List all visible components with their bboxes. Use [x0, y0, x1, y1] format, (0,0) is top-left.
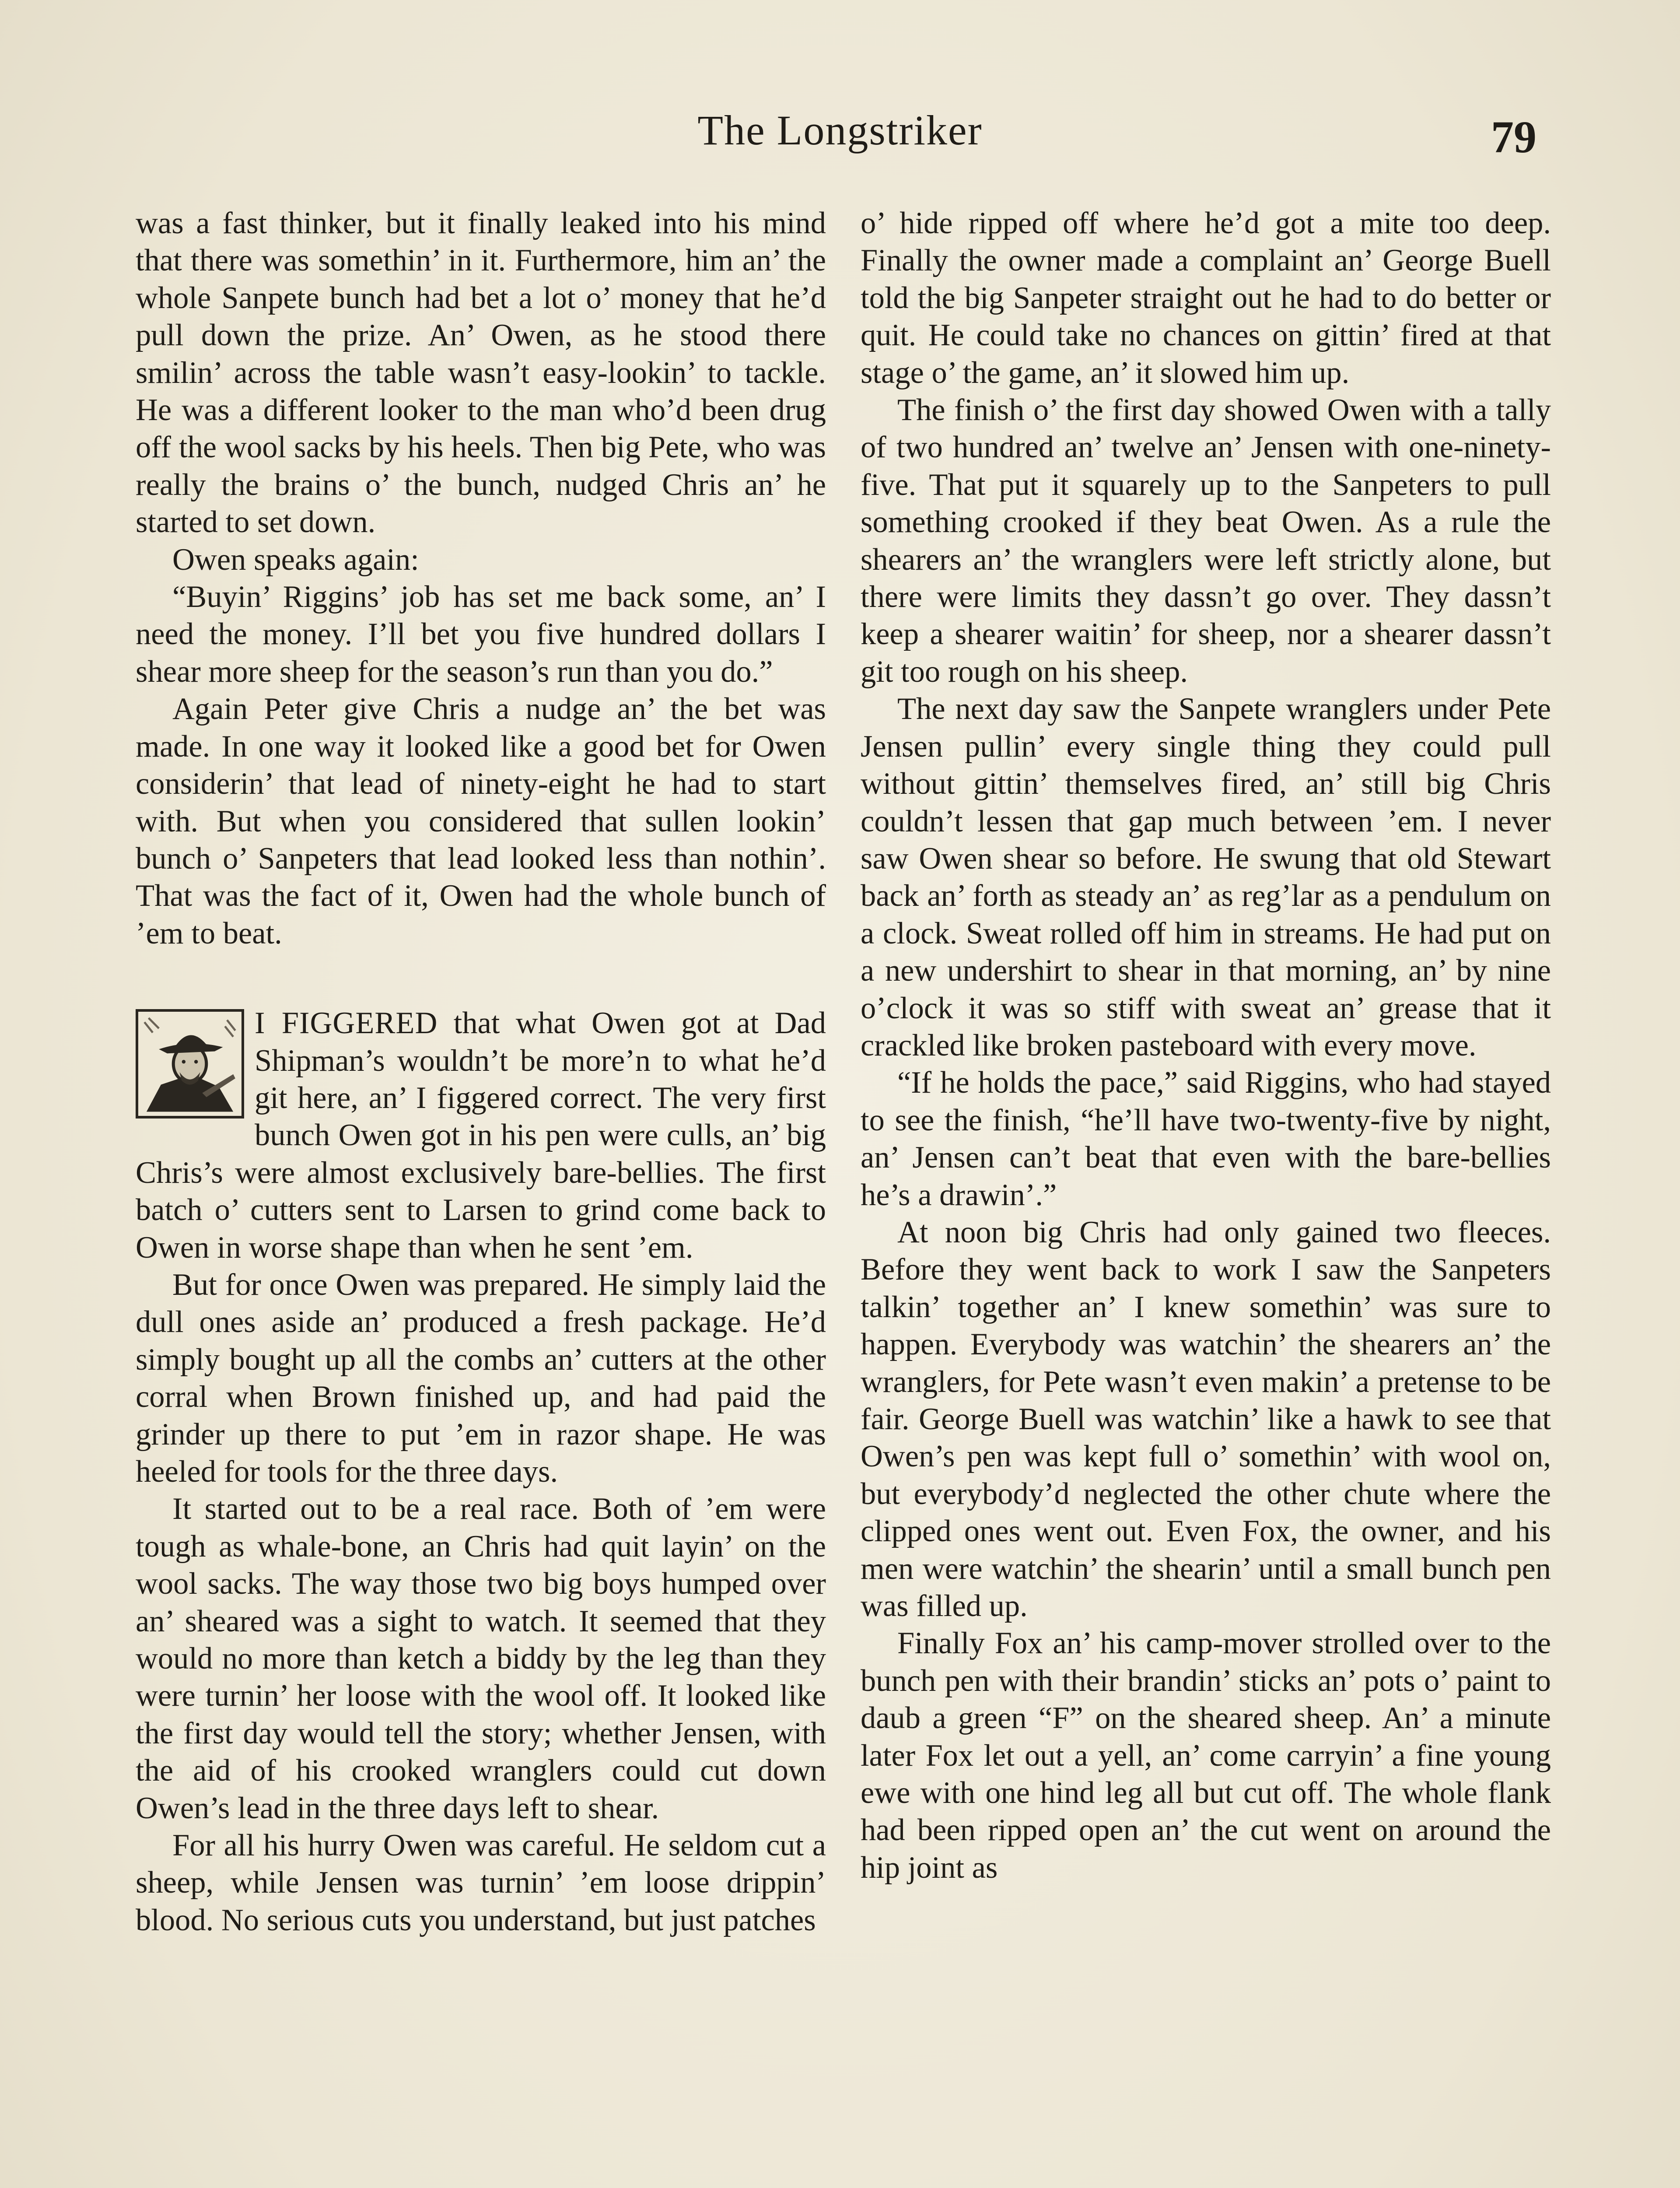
paragraph: For all his hurry Owen was careful. He seldom cut a sheep, while Jensen was turnin’ ’em loose drippin’ blood. No serious cuts you understand, but just patches	[136, 1828, 826, 1937]
paragraph-with-vignette	[136, 1005, 826, 1266]
page-number: 79	[1491, 112, 1536, 162]
paragraph: Again Peter give Chris a nudge an’ the bet was made. In one way it looked like a good bet for Owen considerin’ that lead of ninety-eight he had to start with. But when you considered that sullen lookin’ bunch o’ Sanpeters that lead looked less than nothin’. That was the fact of it, Owen had the whole bunch of ’em to beat.	[136, 692, 826, 950]
paragraph-text: that what Owen got at Dad Shipman’s wouldn’t be more’n to what he’d git here, an’ I figgered correct. The very first bunch Owen got in his pen were culls, an’ big Chris’s were almost exclusively bare-bellies. The first batch o’ cutters sent to Larsen to grind come back to Owen in worse shape than when he sent ’em.	[136, 1006, 826, 1265]
paragraph: The finish o’ the first day showed Owen with a tally of two hundred an’ twelve an’ Jensen with one-ninety-five. That put it squarely up to the Sanpeters to pull something crooked if they beat Owen. As a rule the shearers an’ the wranglers were left strictly alone, but there were limits they dassn’t go over. They dassn’t keep a shearer waitin’ for sheep, nor a shearer dassn’t git too rough on his sheep.	[861, 393, 1551, 689]
section-break	[136, 952, 826, 1005]
paragraph: “If he holds the pace,” said Riggins, who had stayed to see the finish, “he’ll have two-twenty-five by night, an’ Jensen can’t beat that even with the bare-bellies he’s a drawin’.”	[861, 1066, 1551, 1212]
paragraph: o’ hide ripped off where he’d got a mite too deep. Finally the owner made a complaint an’ George Buell told the big Sanpeter straight out he had to do better or quit. He could take no chances on gittin’ fired at that stage o’ the game, an’ it slowed him up.	[861, 206, 1551, 390]
small-caps-lead: I FIGGERED	[255, 1006, 438, 1041]
paragraph: It started out to be a real race. Both of ’em were tough as whale-bone, an Chris had quit layin’ on the wool sacks. The way those two big boys humped over an’ sheared was a sight to watch. It seemed that they would no more than ketch a biddy by the leg than they were turnin’ her loose with the wool off. It looked like the first day would tell the story; whether Jensen, with the aid of his crooked wranglers could cut down Owen’s lead in the three days left to shear.	[136, 1492, 826, 1825]
left-column	[136, 205, 826, 2188]
paragraph: At noon big Chris had only gained two fleeces. Before they went back to work I saw the Sanpeters talkin’ together an’ I knew somethin’ was sure to happen. Everybody was watchin’ the shearers an’ the wranglers, for Pete wasn’t even makin’ a pretense to be fair. George Buell was watchin’ like a hawk to see that Owen’s pen was kept full o’ somethin’ with wool on, but everybody’d neglected the other chute where the clipped ones went out. Even Fox, the owner, and his men were watchin’ the shearin’ until a small bunch pen was filled up.	[861, 1215, 1551, 1623]
cowboy-vignette-icon	[136, 1009, 244, 1119]
paragraph: Finally Fox an’ his camp-mover strolled over to the bunch pen with their brandin’ sticks an’ pots o’ paint to daub a green “F” on the sheared sheep. An’ a minute later Fox let out a yell, an’ come carryin’ a fine young ewe with one hind leg all but cut off. The whole flank had been ripped open an’ the cut went on around the hip joint as	[861, 1626, 1551, 1885]
paragraph: But for once Owen was prepared. He simply laid the dull ones aside an’ produced a fresh package. He’d simply bought up all the combs an’ cutters at the other corral when Brown finished up, and had paid the grinder up there to put ’em in razor shape. He was heeled for tools for the three days.	[136, 1267, 826, 1489]
paragraph: The next day saw the Sanpete wranglers under Pete Jensen pullin’ every single thing they could pull without gittin’ themselves fired, an’ still big Chris couldn’t lessen that gap much between ’em. I never saw Owen shear so before. He swung that old Stewart back an’ forth as steady an’ as reg’lar as a pendulum on a clock. Sweat rolled off him in streams. He had put on a new undershirt to shear in that morning, an’ by nine o’clock it was so stiff with sweat an’ grease that it crackled like broken pasteboard with every move.	[861, 692, 1551, 1062]
paragraph: was a fast thinker, but it finally leaked into his mind that there was somethin’ in it. Furthermore, him an’ the whole Sanpete bunch had bet a lot o’ money that he’d pull down the prize. An’ Owen, as he stood there smilin’ across the table wasn’t easy-lookin’ to tackle. He was a different looker to the man who’d been drug off the wool sacks by his heels. Then big Pete, who was really the brains o’ the bunch, nudged Chris an’ he started to set down.	[136, 206, 826, 540]
paragraph: Owen speaks again:	[172, 542, 419, 577]
paragraph: “Buyin’ Riggins’ job has set me back some, an’ I need the money. I’ll bet you five hundred dollars I shear more sheep for the season’s run than you do.”	[136, 580, 826, 689]
running-title: The Longstriker	[697, 107, 983, 154]
right-column	[861, 205, 1551, 2188]
